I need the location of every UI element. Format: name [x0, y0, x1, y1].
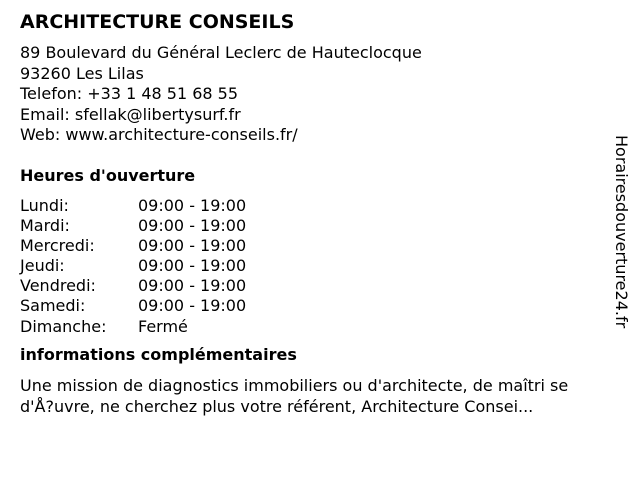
day-time: 09:00 - 19:00	[138, 276, 247, 296]
additional-info-heading: informations complémentaires	[20, 344, 297, 364]
day-time: 09:00 - 19:00	[138, 215, 247, 235]
hours-row-monday	[20, 196, 610, 216]
hours-row-thursday	[20, 256, 610, 276]
email-address[interactable]: Email: sfellak@libertysurf.fr	[20, 104, 241, 124]
day-label: Dimanche:	[20, 316, 107, 336]
day-time: 09:00 - 19:00	[138, 256, 247, 276]
day-label: Lundi:	[20, 195, 69, 215]
opening-hours-heading: Heures d'ouverture	[20, 165, 196, 185]
day-label: Vendredi:	[20, 276, 96, 296]
address-city: 93260 Les Lilas	[20, 63, 144, 83]
hours-row-saturday	[20, 296, 610, 316]
hours-row-sunday	[20, 317, 610, 337]
opening-hours-table	[20, 196, 610, 337]
day-label: Mardi:	[20, 215, 70, 235]
business-card	[20, 10, 610, 417]
business-name: ARCHITECTURE CONSEILS	[20, 11, 295, 33]
day-time: 09:00 - 19:00	[138, 296, 247, 316]
hours-row-friday	[20, 276, 610, 296]
additional-info-text: Une mission de diagnostics immobiliers ou d'architecte, de maîtri se d'Å?uvre, ne cherchez plus votre référent, Architecture Consei...	[20, 375, 569, 416]
day-label: Samedi:	[20, 296, 86, 316]
website-link[interactable]: Web: www.architecture-conseils.fr/	[20, 125, 298, 144]
day-time: 09:00 - 19:00	[138, 235, 247, 255]
hours-row-tuesday	[20, 216, 610, 236]
phone-number[interactable]: Telefon: +33 1 48 51 68 55	[20, 84, 239, 103]
day-time: 09:00 - 19:00	[138, 195, 247, 215]
site-brand-vertical[interactable]: Horairesdouverture24.fr	[612, 135, 631, 329]
day-label: Jeudi:	[20, 256, 65, 276]
day-label: Mercredi:	[20, 235, 95, 255]
address-street: 89 Boulevard du Général Leclerc de Hauteclocque	[20, 43, 422, 62]
day-time: Fermé	[138, 316, 188, 336]
hours-row-wednesday	[20, 236, 610, 256]
